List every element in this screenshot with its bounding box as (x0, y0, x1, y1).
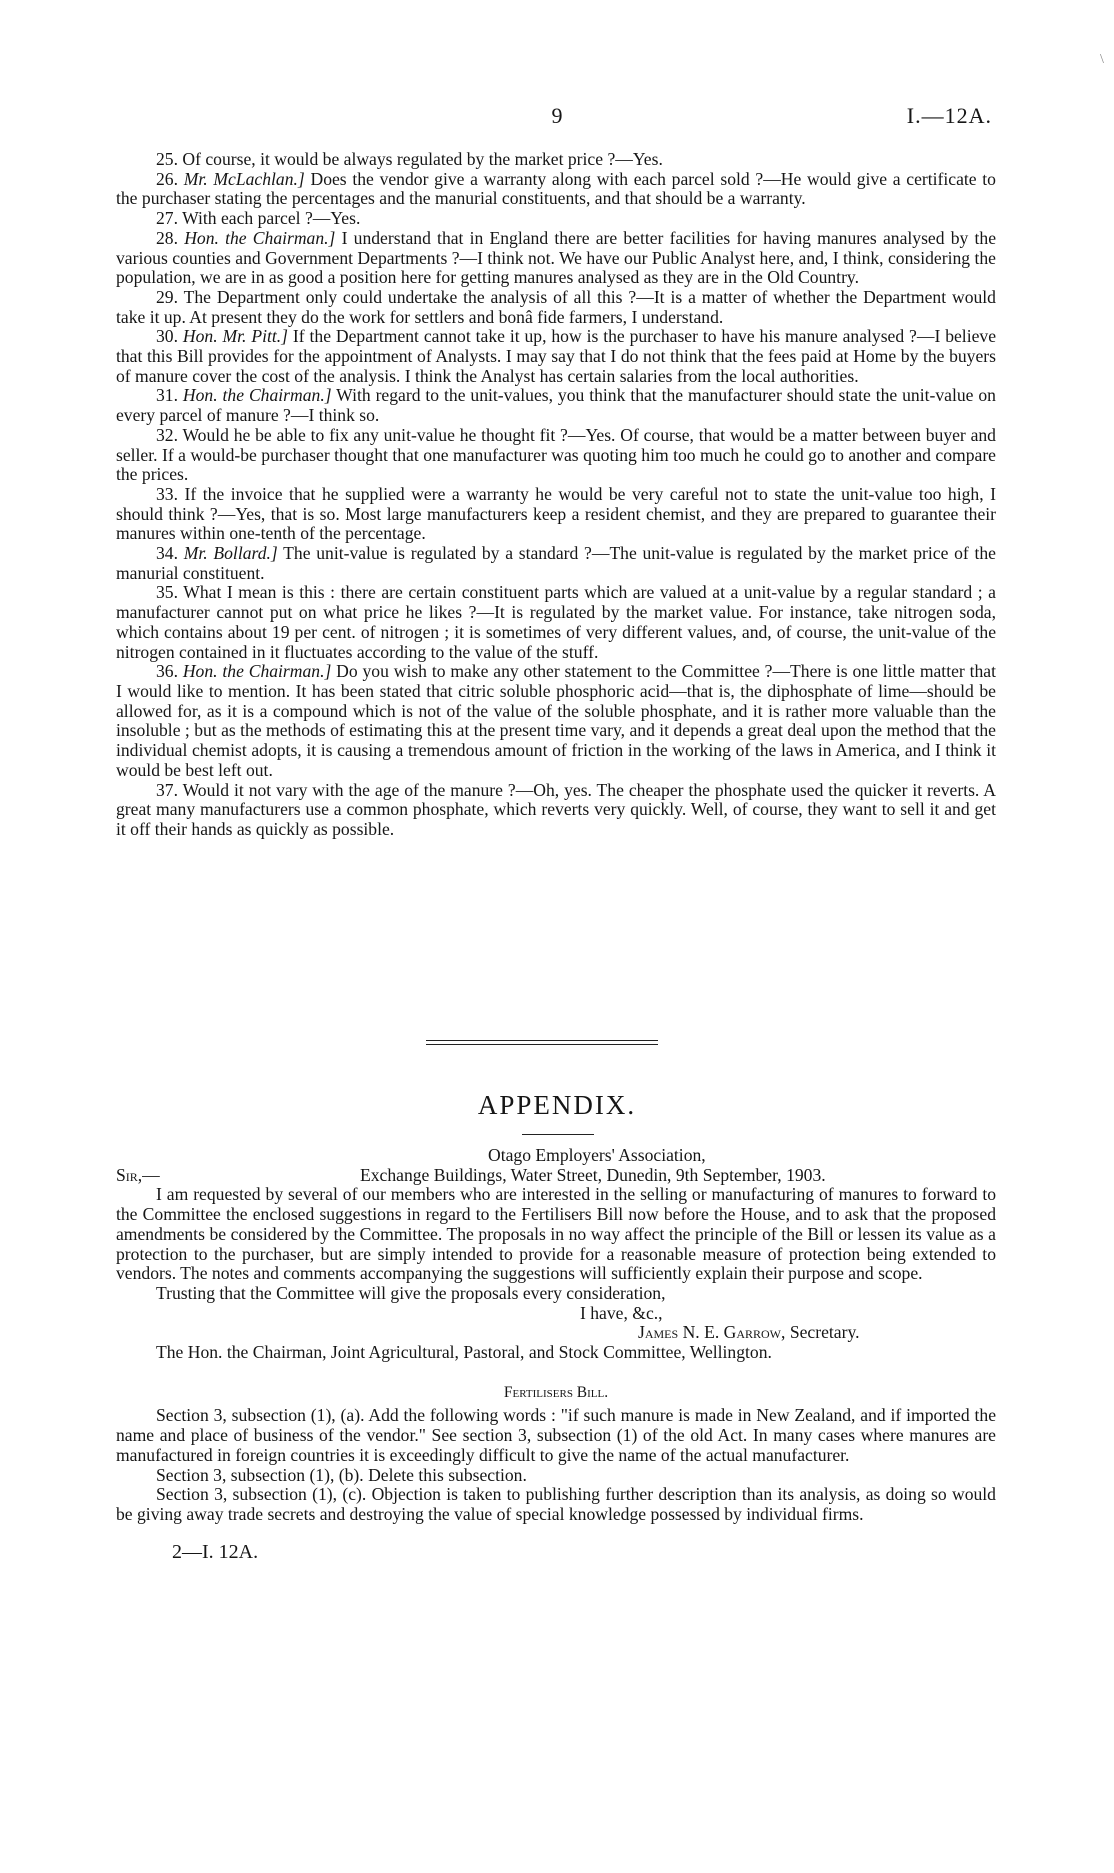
question-text: I understand that in England there are better facilities for having manures analysed by the various counties and Government Departments ?—I think not. We have our Public Analyst here, and, I think, considering the population, we are in as good a position here for getting manures analysed as they are in the Old Country. (116, 227, 996, 288)
appendix-letter (116, 1146, 996, 1562)
question-paragraph (116, 485, 996, 544)
question-paragraph (116, 544, 996, 583)
question-text: Would it not vary with the age of the manure ?—Oh, yes. The cheaper the phosphate used the quicker it reverts. A great many manufacturers use a common phosphate, which reverts very quickly. Well, of course, they want to sell it and get it off their hands as quickly as possible. (116, 779, 996, 839)
sheet-reference: 2—I. 12A. (172, 1540, 259, 1563)
question-paragraph (116, 150, 996, 170)
question-text: With each parcel ?—Yes. (182, 208, 361, 229)
question-number: 31. (156, 385, 178, 406)
question-text: Of course, it would be always regulated by the market price ?—Yes. (182, 149, 663, 169)
question-text: Would he be able to fix any unit-value he thought fit ?—Yes. Of course, that would be a matter between buyer and seller. If a would-be purchaser thought that one manufacturer was quoting him too much he could go to another and compare the prices. (116, 424, 996, 485)
question-text: Does the vendor give a warranty along with each parcel sold ?—He would give a certificate to the purchaser stating the percentages and the manurial constituents, and that should be a warranty. (116, 168, 996, 209)
question-text: Do you wish to make any other statement to the Committee ?—There is one little matter that I would like to mention. It has been stated that citric soluble phosphoric acid—that is, the diphosphate of lime—should be allowed for, as it is a compound which is not of the value of the soluble phosphate, and it is rather more valuable than the insoluble ; but as the methods of estimating this at the present time vary, and it depends a great deal upon the method that the individual chemist adopts, it is causing a tremendous amount of friction in the working of the laws in America, and I think it would be best left out. (116, 661, 996, 780)
question-paragraph (116, 583, 996, 662)
question-number: 34. (156, 543, 178, 564)
signature-block (116, 1323, 996, 1343)
question-number: 26. (156, 168, 178, 189)
bill-section (116, 1466, 996, 1486)
divider-line (426, 1040, 658, 1041)
bill-heading: Fertilisers Bill. (503, 1383, 609, 1401)
question-text: The unit-value is regulated by a standard ?—The unit-value is regulated by the market price of the manurial constituent. (116, 543, 996, 583)
question-paragraph (116, 170, 996, 209)
speaker-name: Mr. McLachlan.] (183, 168, 305, 189)
divider-line (426, 1044, 658, 1045)
letter-closing-line: Trusting that the Committee will give the proposals every consideration, (156, 1282, 666, 1303)
speaker-name: Hon. the Chairman.] (182, 661, 332, 682)
question-paragraph (116, 386, 996, 425)
salutation: Sir,— (116, 1164, 160, 1185)
question-paragraph (116, 662, 996, 780)
question-number: 36. (156, 661, 178, 682)
letter-body: I am requested by several of our members who are interested in the selling or manufacturing of manures to forward to the Committee the enclosed suggestions in regard to the Fertilisers Bill now before the House, and to ask that the proposed amendments be considered by the Committee. The proposals in no way affect the principle of the Bill or lessen its value as a protection to the purchaser, but are simply intended to provide for a reasonable measure of protection being extended to vendors. The notes and comments accompanying the suggestions will sufficiently explain their purpose and scope. (116, 1184, 996, 1284)
question-paragraph (116, 426, 996, 485)
question-paragraph (116, 288, 996, 327)
question-number: 37. (156, 779, 178, 800)
speaker-name: Hon. Mr. Pitt.] (182, 326, 288, 347)
appendix-title: APPENDIX. (477, 1090, 637, 1120)
title-underline (522, 1134, 594, 1135)
question-number: 29. (156, 286, 178, 307)
bill-section (116, 1485, 996, 1524)
evidence-transcript (116, 150, 996, 840)
question-number: 35. (156, 582, 178, 603)
document-reference: I.—12A. (906, 103, 992, 128)
question-number: 25. (156, 149, 178, 169)
speaker-name: Hon. the Chairman.] (184, 227, 336, 248)
question-number: 27. (156, 208, 178, 229)
bill-section (116, 1406, 996, 1465)
question-number: 28. (156, 227, 178, 248)
section-text: Objection is taken to publishing further description than its analysis, as doing so would be giving away trade secrets and destroying the value of special knowledge possessed by individual firms. (116, 1484, 996, 1524)
section-text: Add the following words : "if such manure is made in New Zealand, and if imported the name and place of business of the vendor." See section 3, subsection (1) of the old Act. In many cases where manures are manufactured in foreign countries it is exceedingly difficult to give the name of the actual manufacturer. (116, 1405, 996, 1465)
section-reference: Section 3, subsection (1), (c). (156, 1484, 367, 1505)
signatory-name: James N. E. Garrow, (638, 1322, 786, 1343)
signatory-title: Secretary. (789, 1322, 860, 1343)
question-text: What I mean is this : there are certain constituent parts which are valued at a unit-value by a regular standard ; a manufacturer cannot put on what price he likes ?—It is regulated by the market value. For instance, take nitrogen soda, which contains about 19 per cent. of nitrogen ; it is sometimes of very different values, and, of course, the unit-value of the nitrogen contained in it fluctuates according to the value of the stuff. (116, 582, 996, 662)
question-text: With regard to the unit-values, you think that the manufacturer should state the unit-value on every parcel of manure ?—I think so. (116, 385, 996, 426)
speaker-name: Mr. Bollard.] (183, 543, 278, 564)
letter-closing: I have, &c., (580, 1302, 663, 1323)
question-paragraph (116, 327, 996, 386)
sender-organisation: Otago Employers' Association, (488, 1145, 706, 1165)
speaker-name: Hon. the Chairman.] (182, 385, 332, 406)
section-text: Delete this subsection. (368, 1464, 527, 1485)
bill-sections (116, 1406, 996, 1524)
question-paragraph (116, 209, 996, 229)
section-reference: Section 3, subsection (1), (a). (156, 1405, 365, 1426)
salutation-row (116, 1166, 996, 1186)
question-paragraph (116, 229, 996, 288)
sender-address: Exchange Buildings, Water Street, Dunedin, 9th September, 1903. (360, 1164, 826, 1185)
question-text: If the Department cannot take it up, how is the purchaser to have his manure analysed ?—I believe that this Bill provides for the appointment of Analysts. I may say that I do not think that the fees paid at Home by the buyers of manure cover the cost of the analysis. I think the Analyst has certain salaries from the local authorities. (116, 326, 996, 386)
page-number: 9 (551, 103, 563, 128)
question-paragraph (116, 781, 996, 840)
question-text: If the invoice that he supplied were a warranty he would be very careful not to state the unit-value too high, I should think ?—Yes, that is so. Most large manufacturers keep a resident chemist, and they are prepared to guarantee their manures within one-tenth of the percentage. (116, 483, 996, 544)
question-number: 32. (156, 424, 178, 445)
section-reference: Section 3, subsection (1), (b). (156, 1464, 364, 1485)
margin-mark: \ (1100, 52, 1104, 67)
addressee: The Hon. the Chairman, Joint Agricultural, Pastoral, and Stock Committee, Wellington. (156, 1342, 772, 1363)
question-number: 30. (156, 326, 178, 347)
question-number: 33. (156, 483, 178, 504)
section-divider (426, 1040, 658, 1048)
question-text: The Department only could undertake the analysis of all this ?—It is a matter of whether the Department would take it up. At present they do the work for settlers and bonâ fide farmers, I understand. (116, 286, 996, 327)
